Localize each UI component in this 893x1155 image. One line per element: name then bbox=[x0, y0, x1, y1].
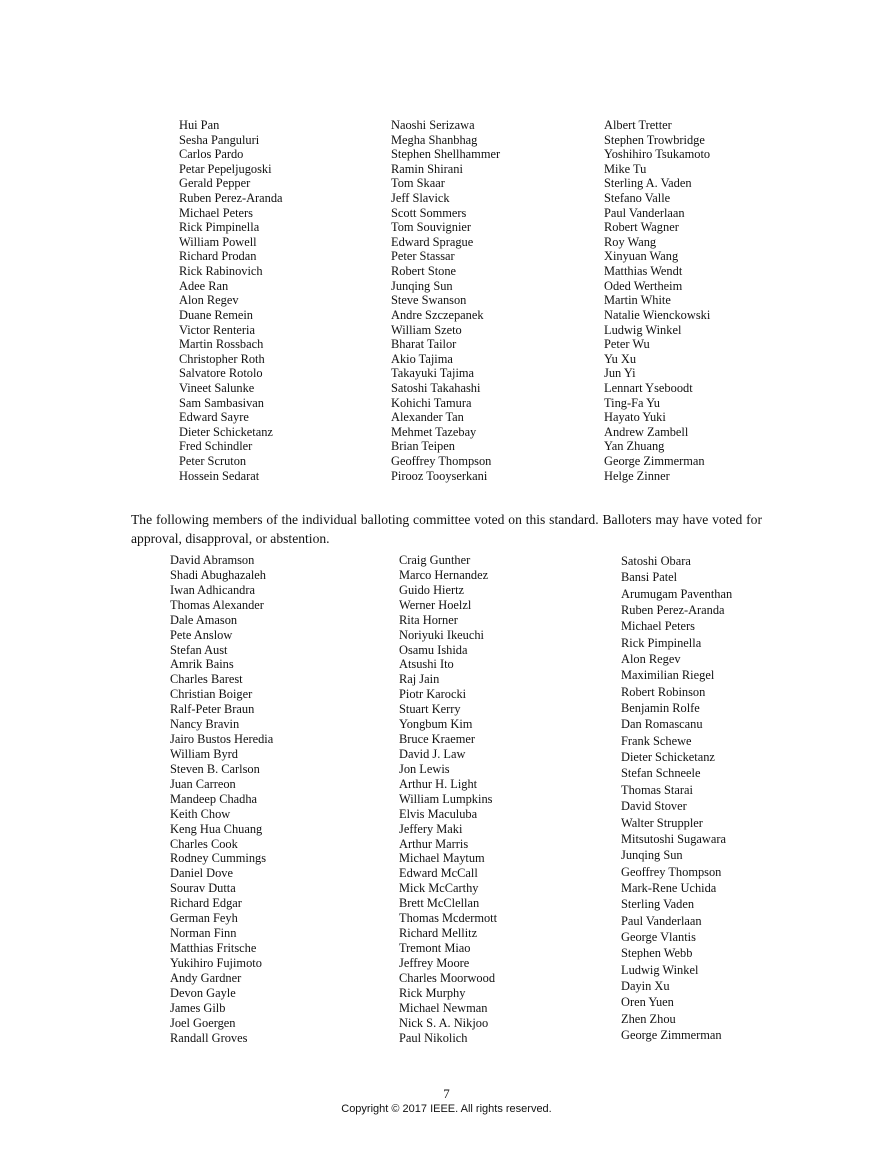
name-entry: Hossein Sedarat bbox=[179, 468, 260, 483]
name-entry: Sterling Vaden bbox=[621, 897, 695, 912]
name-entry: Charles Barest bbox=[170, 672, 243, 687]
name-entry: Gerald Pepper bbox=[179, 176, 251, 191]
name-entry: William Byrd bbox=[170, 746, 238, 761]
name-entry: Sourav Dutta bbox=[170, 881, 236, 896]
name-entry: Rick Murphy bbox=[399, 985, 466, 1000]
page-number: 7 bbox=[443, 1086, 450, 1101]
name-entry: Osamu Ishida bbox=[399, 642, 468, 657]
name-entry: Natalie Wienckowski bbox=[604, 307, 711, 322]
name-entry: William Powell bbox=[179, 234, 257, 249]
copyright-notice: Copyright © 2017 IEEE. All rights reserved. bbox=[341, 1103, 552, 1115]
name-entry: Stephen Webb bbox=[621, 946, 693, 961]
name-entry: Junqing Sun bbox=[621, 848, 683, 863]
name-entry: Werner Hoelzl bbox=[399, 597, 472, 612]
name-entry: Albert Tretter bbox=[604, 118, 672, 132]
name-entry: David J. Law bbox=[399, 746, 466, 761]
balloter-column-3 bbox=[621, 553, 732, 1043]
name-entry: Jeffrey Moore bbox=[399, 955, 470, 970]
name-entry: Richard Prodan bbox=[179, 249, 257, 264]
name-entry: Ruben Perez-Aranda bbox=[179, 191, 283, 206]
name-entry: Yukihiro Fujimoto bbox=[170, 955, 262, 970]
balloter-column-1 bbox=[170, 553, 273, 1045]
name-entry: George Vlantis bbox=[621, 929, 696, 944]
name-entry: Xinyuan Wang bbox=[604, 249, 679, 264]
name-entry: Peter Scruton bbox=[179, 454, 247, 469]
name-entry: Duane Remein bbox=[179, 307, 253, 322]
balloting-statement: The following members of the individual balloting committee voted on this standard. Balloters may have voted for approval, disapproval, or abstention. bbox=[131, 512, 762, 546]
name-entry: Ting-Fa Yu bbox=[604, 395, 660, 410]
name-entry: Arthur Marris bbox=[399, 836, 469, 851]
name-entry: Stuart Kerry bbox=[399, 702, 461, 717]
name-entry: Stephen Shellhammer bbox=[391, 147, 501, 162]
name-entry: Elvis Maculuba bbox=[399, 806, 478, 821]
name-entry: Jon Lewis bbox=[399, 761, 450, 776]
name-entry: Richard Mellitz bbox=[399, 926, 478, 941]
name-entry: Bansi Patel bbox=[621, 570, 678, 585]
name-entry: Michael Peters bbox=[621, 619, 695, 634]
name-entry: Benjamin Rolfe bbox=[621, 701, 700, 716]
name-entry: Guido Hiertz bbox=[399, 582, 465, 597]
name-entry: Amrik Bains bbox=[170, 657, 234, 672]
name-entry: Christopher Roth bbox=[179, 351, 265, 366]
name-entry: Sesha Panguluri bbox=[179, 132, 260, 147]
name-entry: Stefan Aust bbox=[170, 642, 228, 657]
member-column-3 bbox=[604, 118, 710, 483]
name-entry: Naoshi Serizawa bbox=[391, 118, 475, 132]
name-entry: Mick McCarthy bbox=[399, 881, 479, 896]
name-entry: Sam Sambasivan bbox=[179, 395, 265, 410]
name-entry: Martin White bbox=[604, 293, 671, 308]
name-entry: George Zimmerman bbox=[621, 1027, 722, 1042]
name-entry: Paul Vanderlaan bbox=[621, 913, 702, 928]
name-entry: Geoffrey Thompson bbox=[391, 454, 492, 469]
name-entry: Juan Carreon bbox=[170, 776, 236, 791]
name-entry: Noriyuki Ikeuchi bbox=[399, 627, 484, 642]
name-entry: Yan Zhuang bbox=[604, 439, 665, 454]
name-entry: Michael Newman bbox=[399, 1000, 488, 1015]
name-entry: Dayin Xu bbox=[621, 978, 670, 993]
name-entry: Mike Tu bbox=[604, 161, 647, 176]
name-entry: Victor Renteria bbox=[179, 322, 255, 337]
name-entry: Rita Horner bbox=[399, 612, 458, 627]
name-entry: Charles Cook bbox=[170, 836, 238, 851]
name-entry: Takayuki Tajima bbox=[391, 366, 475, 381]
name-entry: Tremont Miao bbox=[399, 940, 471, 955]
name-entry: Paul Vanderlaan bbox=[604, 205, 685, 220]
name-entry: Marco Hernandez bbox=[399, 567, 489, 582]
name-entry: Nancy Bravin bbox=[170, 717, 240, 732]
name-entry: Bruce Kraemer bbox=[399, 732, 476, 747]
name-entry: Frank Schewe bbox=[621, 733, 692, 748]
name-entry: Atsushi Ito bbox=[399, 657, 454, 672]
name-entry: Robert Robinson bbox=[621, 684, 706, 699]
name-entry: Matthias Wendt bbox=[604, 264, 683, 279]
name-entry: Thomas Starai bbox=[621, 782, 693, 797]
name-entry: Lennart Yseboodt bbox=[604, 380, 693, 395]
name-entry: Fred Schindler bbox=[179, 439, 253, 454]
name-entry: Pirooz Tooyserkani bbox=[391, 468, 488, 483]
name-entry: Thomas Mcdermott bbox=[399, 911, 498, 926]
name-entry: Dale Amason bbox=[170, 612, 238, 627]
name-entry: Christian Boiger bbox=[170, 687, 253, 702]
name-entry: Matthias Fritsche bbox=[170, 940, 257, 955]
name-entry: Ludwig Winkel bbox=[621, 962, 699, 977]
name-entry: Walter Struppler bbox=[621, 815, 703, 830]
member-column-1 bbox=[179, 118, 283, 483]
name-entry: Jeffery Maki bbox=[399, 821, 463, 836]
name-entry: Vineet Salunke bbox=[179, 380, 255, 395]
name-entry: Yu Xu bbox=[604, 351, 637, 366]
name-entry: Ramin Shirani bbox=[391, 161, 463, 176]
name-entry: Junqing Sun bbox=[391, 278, 453, 293]
name-entry: Alon Regev bbox=[179, 293, 239, 308]
name-entry: Stefan Schneele bbox=[621, 766, 701, 781]
name-entry: Dan Romascanu bbox=[621, 717, 703, 732]
name-entry: Randall Groves bbox=[170, 1030, 248, 1045]
name-entry: Iwan Adhicandra bbox=[170, 582, 255, 597]
name-entry: Rick Pimpinella bbox=[179, 220, 260, 235]
name-entry: Edward Sayre bbox=[179, 410, 249, 425]
name-entry: Tom Souvignier bbox=[391, 220, 472, 235]
balloter-column-2 bbox=[399, 553, 497, 1045]
name-entry: German Feyh bbox=[170, 911, 238, 926]
name-entry: Scott Sommers bbox=[391, 205, 467, 220]
name-entry: David Stover bbox=[621, 799, 687, 814]
name-entry: Dieter Schicketanz bbox=[621, 750, 715, 765]
name-entry: Mandeep Chadha bbox=[170, 791, 258, 806]
name-entry: George Zimmerman bbox=[604, 454, 705, 469]
name-entry: Martin Rossbach bbox=[179, 337, 264, 352]
name-entry: Edward Sprague bbox=[391, 234, 474, 249]
name-entry: Salvatore Rotolo bbox=[179, 366, 263, 381]
name-entry: Oren Yuen bbox=[621, 995, 674, 1010]
name-entry: Roy Wang bbox=[604, 234, 657, 249]
name-entry: Kohichi Tamura bbox=[391, 395, 472, 410]
name-entry: Raj Jain bbox=[399, 672, 440, 687]
name-entry: Megha Shanbhag bbox=[391, 132, 478, 147]
name-entry: Mark-Rene Uchida bbox=[621, 880, 717, 895]
name-entry: Devon Gayle bbox=[170, 985, 236, 1000]
name-entry: Paul Nikolich bbox=[399, 1030, 468, 1045]
name-entry: Adee Ran bbox=[179, 278, 229, 293]
name-entry: Andy Gardner bbox=[170, 970, 242, 985]
name-entry: Rick Pimpinella bbox=[621, 635, 702, 650]
name-entry: Stefano Valle bbox=[604, 191, 671, 206]
name-entry: Andrew Zambell bbox=[604, 424, 689, 439]
name-entry: Keng Hua Chuang bbox=[170, 821, 263, 836]
name-entry: Craig Gunther bbox=[399, 553, 471, 567]
name-entry: Geoffrey Thompson bbox=[621, 864, 722, 879]
name-entry: Mitsutoshi Sugawara bbox=[621, 831, 726, 846]
name-entry: Akio Tajima bbox=[391, 351, 453, 366]
name-entry: Petar Pepeljugoski bbox=[179, 161, 272, 176]
name-entry: Mehmet Tazebay bbox=[391, 424, 477, 439]
name-entry: Oded Wertheim bbox=[604, 278, 683, 293]
name-entry: Norman Finn bbox=[170, 926, 237, 941]
name-entry: Hayato Yuki bbox=[604, 410, 666, 425]
name-entry: Piotr Karocki bbox=[399, 687, 467, 702]
name-entry: Sterling A. Vaden bbox=[604, 176, 692, 191]
name-entry: William Szeto bbox=[391, 322, 462, 337]
name-entry: Carlos Pardo bbox=[179, 147, 244, 162]
name-entry: Maximilian Riegel bbox=[621, 668, 715, 683]
name-entry: Jairo Bustos Heredia bbox=[170, 732, 274, 747]
name-entry: Steve Swanson bbox=[391, 293, 467, 308]
member-column-2 bbox=[391, 118, 500, 483]
name-entry: Charles Moorwood bbox=[399, 970, 496, 985]
name-entry: Alexander Tan bbox=[391, 410, 464, 425]
name-entry: Ruben Perez-Aranda bbox=[621, 603, 725, 618]
name-entry: Yongbum Kim bbox=[399, 717, 473, 732]
name-entry: Dieter Schicketanz bbox=[179, 424, 273, 439]
name-entry: William Lumpkins bbox=[399, 791, 493, 806]
name-entry: Ludwig Winkel bbox=[604, 322, 682, 337]
name-entry: James Gilb bbox=[170, 1000, 226, 1015]
name-entry: Steven B. Carlson bbox=[170, 761, 260, 776]
name-entry: Pete Anslow bbox=[170, 627, 233, 642]
name-entry: Edward McCall bbox=[399, 866, 478, 881]
name-entry: Richard Edgar bbox=[170, 896, 242, 911]
name-entry: Daniel Dove bbox=[170, 866, 233, 881]
name-entry: Rick Rabinovich bbox=[179, 264, 263, 279]
name-entry: Hui Pan bbox=[179, 118, 220, 132]
name-entry: Michael Maytum bbox=[399, 851, 485, 866]
name-entry: Arthur H. Light bbox=[399, 776, 478, 791]
name-entry: Jeff Slavick bbox=[391, 191, 450, 206]
name-entry: Peter Wu bbox=[604, 337, 650, 352]
name-entry: Brett McClellan bbox=[399, 896, 480, 911]
name-entry: Robert Stone bbox=[391, 264, 457, 279]
name-entry: Thomas Alexander bbox=[170, 597, 264, 612]
name-entry: Tom Skaar bbox=[391, 176, 445, 191]
name-entry: Michael Peters bbox=[179, 205, 253, 220]
name-entry: Bharat Tailor bbox=[391, 337, 457, 352]
name-entry: Peter Stassar bbox=[391, 249, 455, 264]
name-entry: Jun Yi bbox=[604, 366, 636, 381]
name-entry: Satoshi Obara bbox=[621, 554, 691, 568]
name-entry: Robert Wagner bbox=[604, 220, 679, 235]
name-entry: Stephen Trowbridge bbox=[604, 132, 705, 147]
name-entry: Brian Teipen bbox=[391, 439, 455, 454]
name-entry: Zhen Zhou bbox=[621, 1011, 676, 1026]
name-entry: Satoshi Takahashi bbox=[391, 380, 481, 395]
name-entry: Andre Szczepanek bbox=[391, 307, 484, 322]
name-entry: Joel Goergen bbox=[170, 1015, 236, 1030]
name-entry: Rodney Cummings bbox=[170, 851, 267, 866]
name-entry: Shadi Abughazaleh bbox=[170, 567, 267, 582]
name-entry: Alon Regev bbox=[621, 652, 681, 667]
name-entry: Nick S. A. Nikjoo bbox=[399, 1015, 489, 1030]
name-entry: Keith Chow bbox=[170, 806, 231, 821]
name-entry: Yoshihiro Tsukamoto bbox=[604, 147, 711, 162]
name-entry: Arumugam Paventhan bbox=[621, 586, 733, 601]
name-entry: Ralf-Peter Braun bbox=[170, 702, 255, 717]
name-entry: Helge Zinner bbox=[604, 468, 670, 483]
name-entry: David Abramson bbox=[170, 553, 255, 567]
